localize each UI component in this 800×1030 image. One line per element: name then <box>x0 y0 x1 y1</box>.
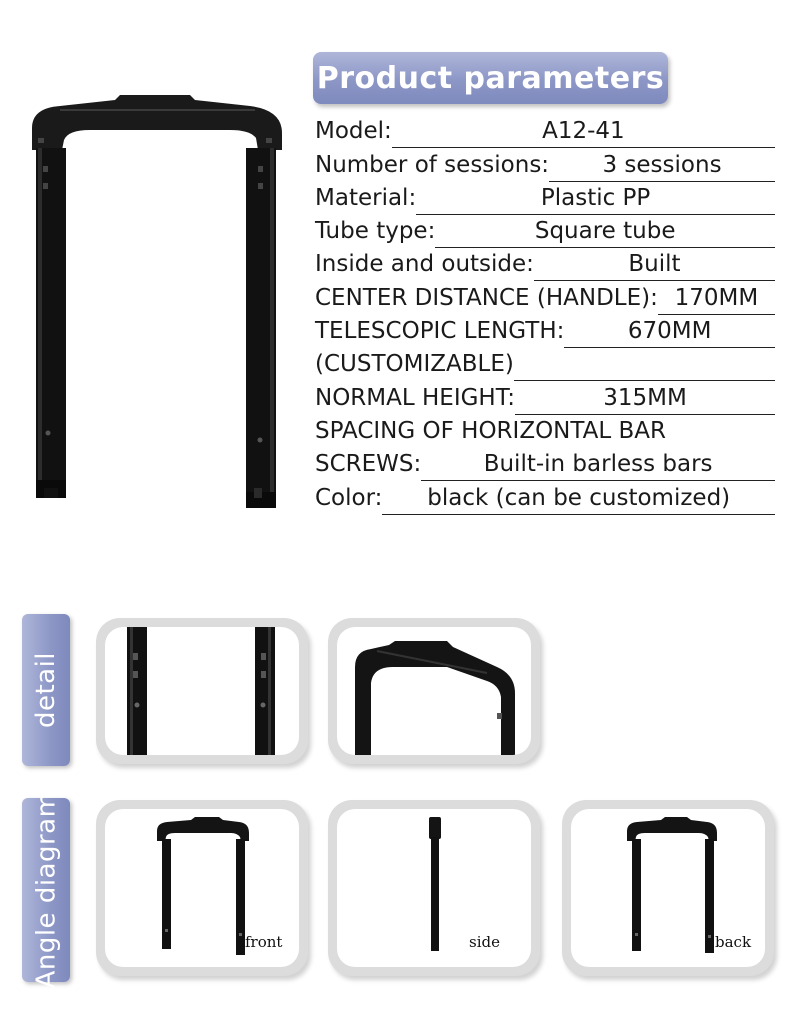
param-sessions <box>315 148 775 181</box>
back-caption: back <box>715 933 752 951</box>
param-screws <box>315 448 775 481</box>
param-normal-height <box>315 381 775 414</box>
param-label: Model: <box>315 118 392 145</box>
param-tube-type <box>315 215 775 248</box>
param-center-distance <box>315 281 775 314</box>
param-value: A12-41 <box>542 118 625 145</box>
angle-diagram-label: Angle diagram <box>31 791 61 989</box>
product-parameters-title: Product parameters <box>313 52 668 104</box>
param-color <box>315 481 775 514</box>
param-label: Inside and outside: <box>315 251 534 278</box>
detail-photo-tubes <box>96 618 308 764</box>
param-value: Built-in barless bars <box>483 451 713 478</box>
param-label: (CUSTOMIZABLE) <box>315 351 514 378</box>
param-value: Square tube <box>534 218 676 245</box>
param-material <box>315 182 775 215</box>
angle-diagram-tab <box>22 791 70 989</box>
param-model <box>315 115 775 148</box>
side-caption: side <box>469 933 500 951</box>
param-label: Color: <box>315 484 383 511</box>
param-label: SPACING OF HORIZONTAL BAR <box>315 417 666 444</box>
param-value: 170MM <box>674 284 759 311</box>
param-label: Number of sessions: <box>315 151 550 178</box>
param-label: NORMAL HEIGHT: <box>315 384 515 411</box>
front-caption: front <box>245 933 283 951</box>
param-customizable <box>315 348 775 381</box>
detail-label: detail <box>31 651 62 729</box>
param-telescopic-length <box>315 315 775 348</box>
param-value: Plastic PP <box>540 184 651 211</box>
param-value: 670MM <box>627 318 712 345</box>
param-value: Built <box>628 251 681 278</box>
param-value: black (can be customized) <box>427 484 731 511</box>
param-value: 315MM <box>603 384 687 411</box>
param-label: SCREWS: <box>315 451 422 478</box>
param-spacing <box>315 415 775 448</box>
param-inside-outside <box>315 248 775 281</box>
detail-tab <box>22 614 70 766</box>
tube-closeup-image <box>105 627 299 755</box>
grip-closeup-image <box>337 627 531 755</box>
param-label: CENTER DISTANCE (HANDLE): <box>315 284 658 311</box>
angle-side-photo <box>328 800 540 976</box>
angle-back-photo <box>562 800 774 976</box>
trolley-handle-image <box>20 88 295 513</box>
detail-photo-grip <box>328 618 540 764</box>
side-view-image <box>337 809 531 967</box>
param-value: 3 sessions <box>602 151 722 178</box>
angle-front-photo <box>96 800 308 976</box>
parameter-list <box>315 115 775 515</box>
param-label: Material: <box>315 184 417 211</box>
param-label: Tube type: <box>315 218 436 245</box>
param-label: TELESCOPIC LENGTH: <box>315 318 565 345</box>
